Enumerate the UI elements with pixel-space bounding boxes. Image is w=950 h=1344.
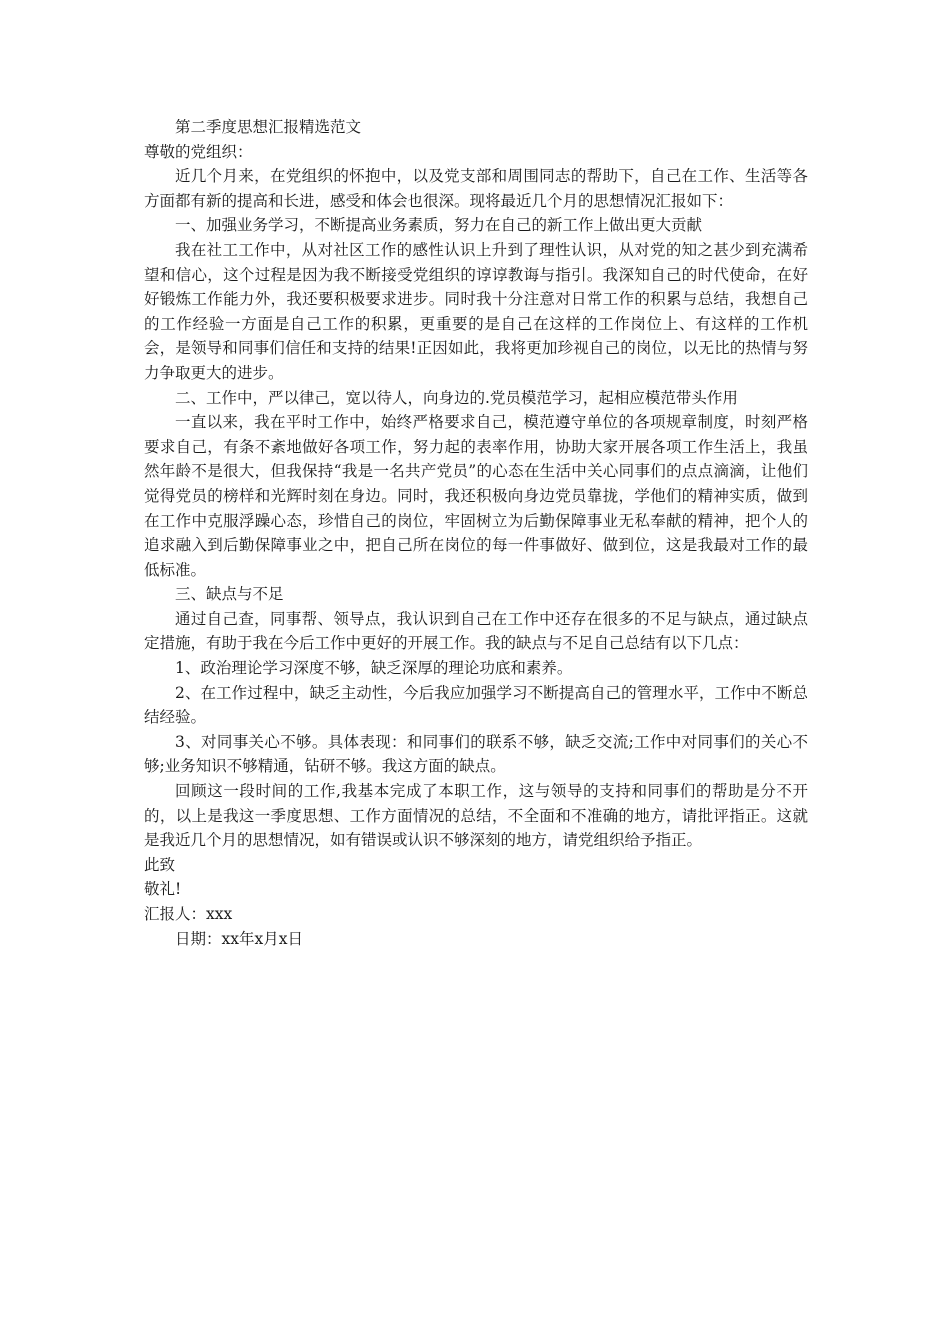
list-item-1: 1、政治理论学习深度不够，缺乏深厚的理论功底和素养。 — [175, 659, 573, 678]
document-body — [144, 115, 808, 951]
closing-greeting: 此致 — [144, 855, 176, 874]
salutation: 尊敬的党组织： — [144, 142, 253, 161]
list-item-2: 2、在工作过程中，缺乏主动性，今后我应加强学习不断提高自己的管理水平，工作中不断总结经验。 — [144, 683, 808, 727]
intro-paragraph: 近几个月来，在党组织的怀抱中，以及党支部和周围同志的帮助下，自己在工作、生活等各方面都有新的提高和长进，感受和体会也很深。现将最近几个月的思想情况汇报如下： — [144, 167, 808, 210]
report-date: 日期：xx年x月x日 — [175, 929, 303, 948]
document-title: 第二季度思想汇报精选范文 — [175, 118, 362, 136]
reporter-name: 汇报人：xxx — [144, 905, 233, 923]
section-paragraph-1: 我在社工工作中，从对社区工作的感性认识上升到了理性认识，从对党的知之甚少到充满希望和信心，这个过程是因为我不断接受党组织的谆谆教诲与指引。我深知自己的时代使命，在好好锻炼工作能力外，我还要积极要求进步。同时我十分注意对日常工作的积累与总结，我想自己的工作经验一方面是自己工作的积累，更重要的是自己在这样的工作岗位上、有这样的工作机会，是领导和同事们信任和支持的结果!正因如此，我将更加珍视自己的岗位，以无比的热情与努力争取更大的进步。 — [144, 240, 808, 382]
section-heading-2: 二、工作中，严以律己，宽以待人，向身边的.党员模范学习，起相应模范带头作用 — [175, 388, 738, 407]
section-paragraph-3: 通过自己查，同事帮、领导点，我认识到自己在工作中还存在很多的不足与缺点，通过缺点定措施，有助于我在今后工作中更好的开展工作。我的缺点与不足自己总结有以下几点： — [144, 609, 808, 653]
closing-salute: 敬礼! — [144, 880, 182, 899]
list-item-3: 3、对同事关心不够。具体表现：和同事们的联系不够，缺乏交流;工作中对同事们的关心不够;业务知识不够精通，钻研不够。我这方面的缺点。 — [144, 732, 808, 776]
section-heading-1: 一、加强业务学习，不断提高业务素质，努力在自己的新工作上做出更大贡献 — [175, 216, 703, 235]
closing-paragraph: 回顾这一段时间的工作,我基本完成了本职工作，这与领导的支持和同事们的帮助是分不开的，以上是我这一季度思想、工作方面情况的总结，不全面和不准确的地方，请批评指正。这就是我近几个月的思想情况，如有错误或认识不够深刻的地方，请党组织给予指正。 — [144, 782, 808, 850]
section-paragraph-2: 一直以来，我在平时工作中，始终严格要求自己，模范遵守单位的各项规章制度，时刻严格要求自己，有条不紊地做好各项工作，努力起的表率作用，协助大家开展各项工作生活上，我虽然年龄不是很大，但我保持“我是一名共产党员”的心态在生活中关心同事们的点点滴滴，让他们觉得党员的榜样和光辉时刻在身边。同时，我还积极向身边党员靠拢，学他们的精神实质，做到在工作中克服浮躁心态，珍惜自己的岗位，牢固树立为后勤保障事业无私奉献的精神，把个人的追求融入到后勤保障事业之中，把自己所在岗位的每一件事做好、做到位，这是我最对工作的最低标准。 — [144, 413, 808, 579]
section-heading-3: 三、缺点与不足 — [175, 585, 284, 604]
